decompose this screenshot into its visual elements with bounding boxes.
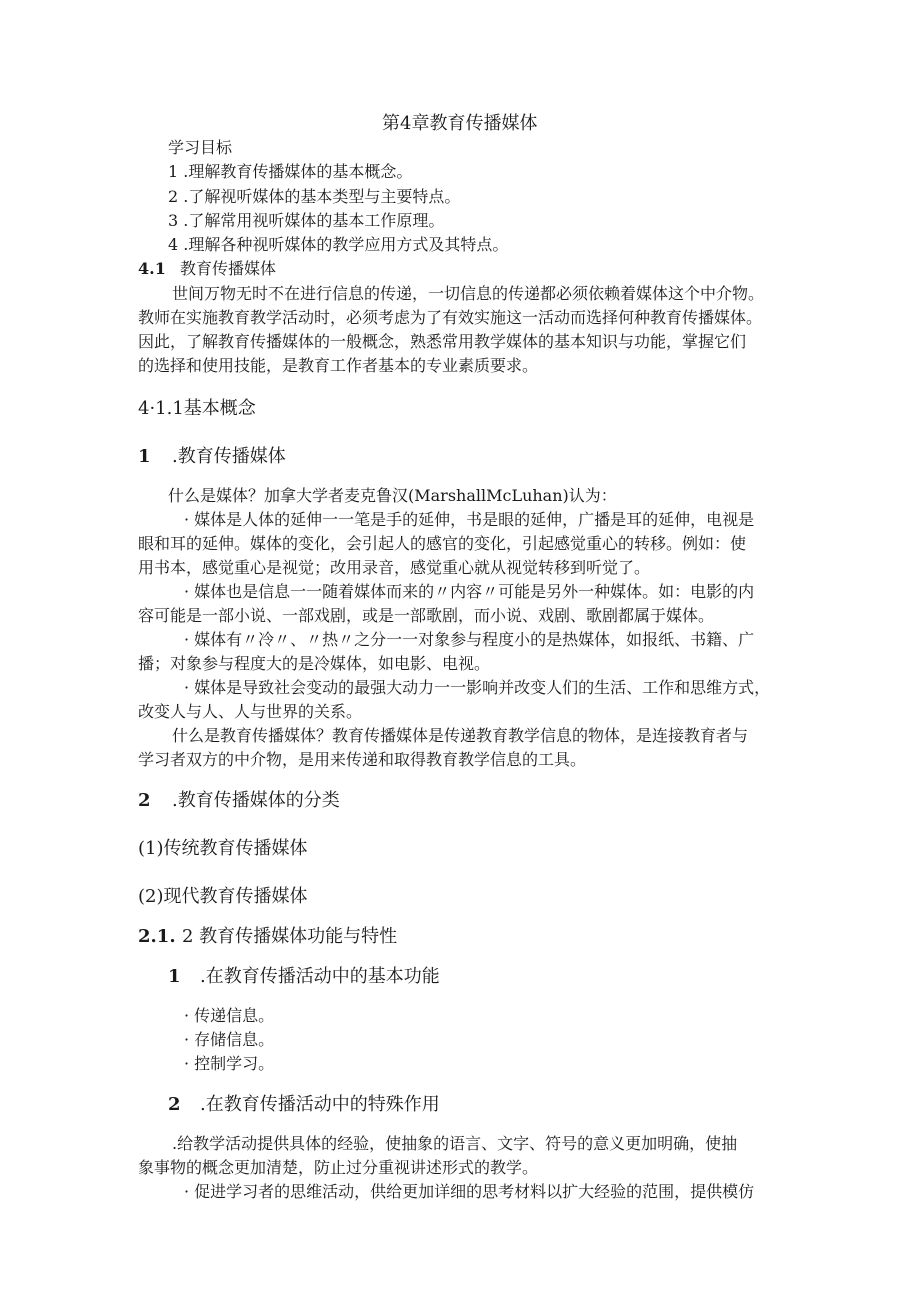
objective-item: 3 .了解常用视听媒体的基本工作原理。 xyxy=(168,211,445,230)
paragraph-line: 因此，了解教育传播媒体的一般概念，熟悉常用教学媒体的基本知识与功能，掌握它们 xyxy=(138,332,747,351)
bullet-line: · 促进学习者的思维活动，供给更加详细的思考材料以扩大经验的范围，提供模仿 xyxy=(184,1182,755,1201)
objective-item: 2 .了解视听媒体的基本类型与主要特点。 xyxy=(168,187,461,206)
objective-item: 1 .理解教育传播媒体的基本概念。 xyxy=(168,162,413,181)
bullet-line: 容可能是一部小说、一部戏剧，或是一部歌剧，而小说、戏剧、歌剧都属于媒体。 xyxy=(138,606,715,625)
bullet-line: 播；对象参与程度大的是冷媒体，如电影、电视。 xyxy=(138,654,491,673)
bullet-line: · 媒体是人体的延伸一一笔是手的延伸，书是眼的延伸，广播是耳的延伸，电视是 xyxy=(184,510,755,529)
objective-item: 4 .理解各种视听媒体的教学应用方式及其特点。 xyxy=(168,235,509,254)
paragraph-line: 的选择和使用技能，是教育工作者基本的专业素质要求。 xyxy=(138,356,539,375)
item-number: 2 xyxy=(168,1094,181,1115)
item-number: 2 xyxy=(138,790,151,811)
bullet-line: 改变人与人、人与世界的关系。 xyxy=(138,702,363,721)
classification-item: (1)传统教育传播媒体 xyxy=(138,838,308,859)
list-item: · 控制学习。 xyxy=(184,1054,275,1073)
subsection-heading: 4·1.1基本概念 xyxy=(138,398,256,419)
item-number: 1 xyxy=(168,966,181,987)
bullet-line: 眼和耳的延伸。媒体的变化，会引起人的感官的变化，引起感觉重心的转移。例如：使 xyxy=(138,534,747,553)
item-number: 1 xyxy=(138,446,151,467)
bullet-line: · 媒体有〃冷〃、〃热〃之分一一对象参与程度小的是热媒体，如报纸、书籍、广 xyxy=(184,630,755,649)
paragraph-line: 什么是教育传播媒体？教育传播媒体是传递教育教学信息的物体，是连接教育者与 xyxy=(172,726,749,745)
paragraph-line: 学习者双方的中介物，是用来传递和取得教育教学信息的工具。 xyxy=(138,750,587,769)
list-item: · 存储信息。 xyxy=(184,1030,275,1049)
item-title: .在教育传播活动中的基本功能 xyxy=(200,966,440,987)
chapter-title: 第4章教育传播媒体 xyxy=(382,113,538,134)
section-number: 2.1. xyxy=(138,926,176,947)
bullet-line: 用书本，感觉重心是视觉；改用录音，感觉重心就从视觉转移到听觉了。 xyxy=(138,558,651,577)
item-title: .在教育传播活动中的特殊作用 xyxy=(200,1094,440,1115)
bullet-line: · 媒体也是信息一一随着媒体而来的〃内容〃可能是另外一种媒体。如：电影的内 xyxy=(184,582,755,601)
paragraph-line: 象事物的概念更加清楚，防止过分重视讲述形式的教学。 xyxy=(138,1158,539,1177)
paragraph-line: 教师在实施教育教学活动时，必须考虑为了有效实施这一活动而选择何种教育传播媒体。 xyxy=(138,308,763,327)
classification-item: (2)现代教育传播媒体 xyxy=(138,886,308,907)
section-title: 教育传播媒体 xyxy=(180,259,277,278)
paragraph-line: 什么是媒体？加拿大学者麦克鲁汉(MarshallMcLuhan)认为： xyxy=(168,486,617,505)
bullet-line: · 媒体是导致社会变动的最强大动力一一影响并改变人们的生活、工作和思维方式， xyxy=(184,678,771,697)
list-item: · 传递信息。 xyxy=(184,1006,275,1025)
section-title: 2 教育传播媒体功能与特性 xyxy=(182,926,398,947)
section-number: 4.1 xyxy=(138,259,166,278)
item-title: .教育传播媒体 xyxy=(172,446,286,467)
paragraph-line: .给教学活动提供具体的经验，使抽象的语言、文字、符号的意义更加明确，使抽 xyxy=(172,1134,738,1153)
objectives-heading: 学习目标 xyxy=(168,138,233,157)
paragraph-line: 世间万物无时不在进行信息的传递，一切信息的传递都必须依赖着媒体这个中介物。 xyxy=(172,284,765,303)
item-title: .教育传播媒体的分类 xyxy=(172,790,340,811)
